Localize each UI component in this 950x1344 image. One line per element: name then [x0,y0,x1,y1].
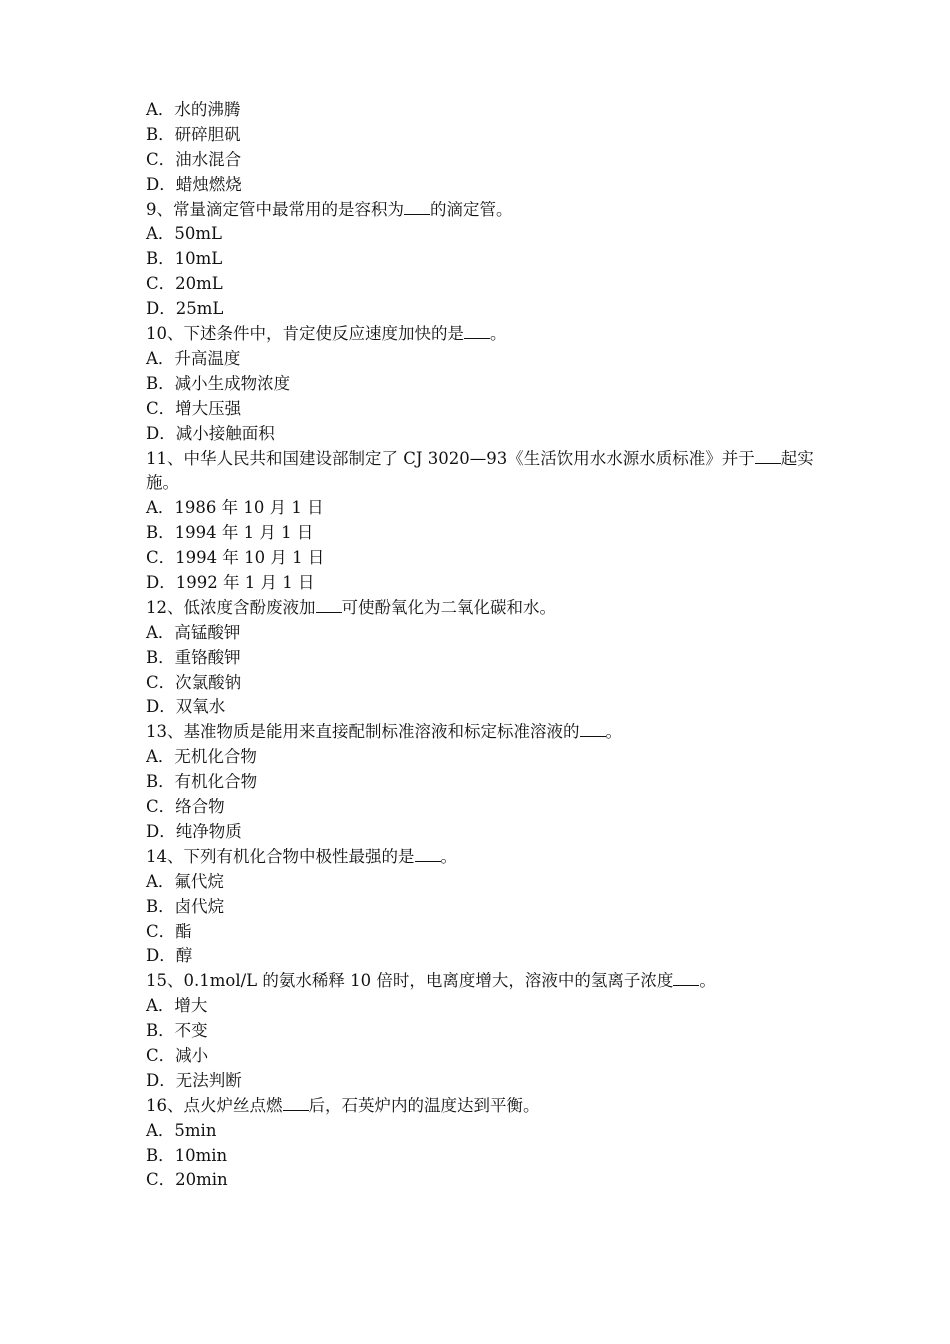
question-stem: 12、低浓度含酚废液加 [146,597,316,617]
answer-option: C．次氯酸钠 [146,672,242,692]
answer-option: B．1994 年 1 月 1 日 [146,523,314,543]
answer-option: C．1994 年 10 月 1 日 [146,548,325,568]
question-stem-end: 。 [605,722,622,742]
answer-option: D．1992 年 1 月 1 日 [146,572,315,592]
question-text [146,720,826,745]
answer-blank [755,448,781,464]
question-text [146,322,826,347]
answer-option: A．1986 年 10 月 1 日 [146,498,324,518]
answer-option: C．减小 [146,1045,209,1065]
question-stem-end: 起实施。 [146,448,814,493]
answer-option: C．20min [146,1170,228,1190]
answer-option: B．10mL [146,249,223,269]
question-stem-end: 。 [490,324,507,344]
question-stem: 16、点火炉丝点燃 [146,1095,283,1115]
question-stem: 10、下述条件中，肯定使反应速度加快的是 [146,324,464,344]
answer-option: C．酯 [146,921,192,941]
answer-option: A．无机化合物 [146,747,257,767]
answer-option: A．氟代烷 [146,871,224,891]
question-stem-end: 的滴定管。 [430,199,513,219]
answer-blank [415,846,441,862]
answer-option: D．双氧水 [146,697,226,717]
question-stem: 15、0.1mol/L 的氨水稀释 10 倍时，电离度增大，溶液中的氢离子浓度 [146,971,674,991]
question-stem: 14、下列有机化合物中极性最强的是 [146,846,415,866]
question-text [146,1094,826,1119]
question-text [146,845,826,870]
exam-content [146,98,826,1193]
question-stem-end: 后，石英炉内的温度达到平衡。 [308,1095,540,1115]
question-text [146,198,826,223]
answer-option: C．络合物 [146,797,225,817]
question-text [146,969,826,994]
question-stem-end: 。 [440,846,457,866]
answer-option: B．研碎胆矾 [146,124,241,144]
answer-option: A．增大 [146,996,208,1016]
question-stem: 9、常量滴定管中最常用的是容积为 [146,199,404,219]
answer-option: B．10min [146,1145,228,1165]
answer-option: B．卤代烷 [146,896,225,916]
question-text [146,447,826,497]
answer-blank [316,597,342,613]
answer-option: C．油水混合 [146,149,242,169]
answer-blank [283,1095,309,1111]
question-stem: 11、中华人民共和国建设部制定了 CJ 3020—93《生活饮用水水源水质标准》并于 [146,448,755,468]
answer-blank [464,323,490,339]
answer-option: D．醇 [146,946,193,966]
answer-option: A．水的沸腾 [146,100,241,119]
question-text [146,596,826,621]
question-stem-end: 。 [699,971,716,991]
answer-option: B．有机化合物 [146,772,258,792]
question-stem: 13、基准物质是能用来直接配制标准溶液和标定标准溶液的 [146,722,580,742]
answer-option: D．减小接触面积 [146,423,275,443]
answer-option: A．5min [146,1120,217,1140]
answer-blank [580,721,606,737]
question-stem-end: 可使酚氧化为二氧化碳和水。 [341,597,556,617]
answer-option: C．增大压强 [146,398,242,418]
answer-blank [404,199,430,215]
answer-option: C．20mL [146,274,223,294]
answer-option: A．50mL [146,224,223,244]
answer-option: A．升高温度 [146,348,241,368]
answer-option: A．高锰酸钾 [146,622,241,642]
answer-option: B．重铬酸钾 [146,647,241,667]
answer-blank [673,970,699,986]
answer-option: D．蜡烛燃烧 [146,174,242,194]
answer-option: B．不变 [146,1021,208,1041]
answer-option: D．25mL [146,299,224,319]
answer-option: D．无法判断 [146,1070,242,1090]
answer-option: D．纯净物质 [146,821,242,841]
answer-option: B．减小生成物浓度 [146,373,291,393]
